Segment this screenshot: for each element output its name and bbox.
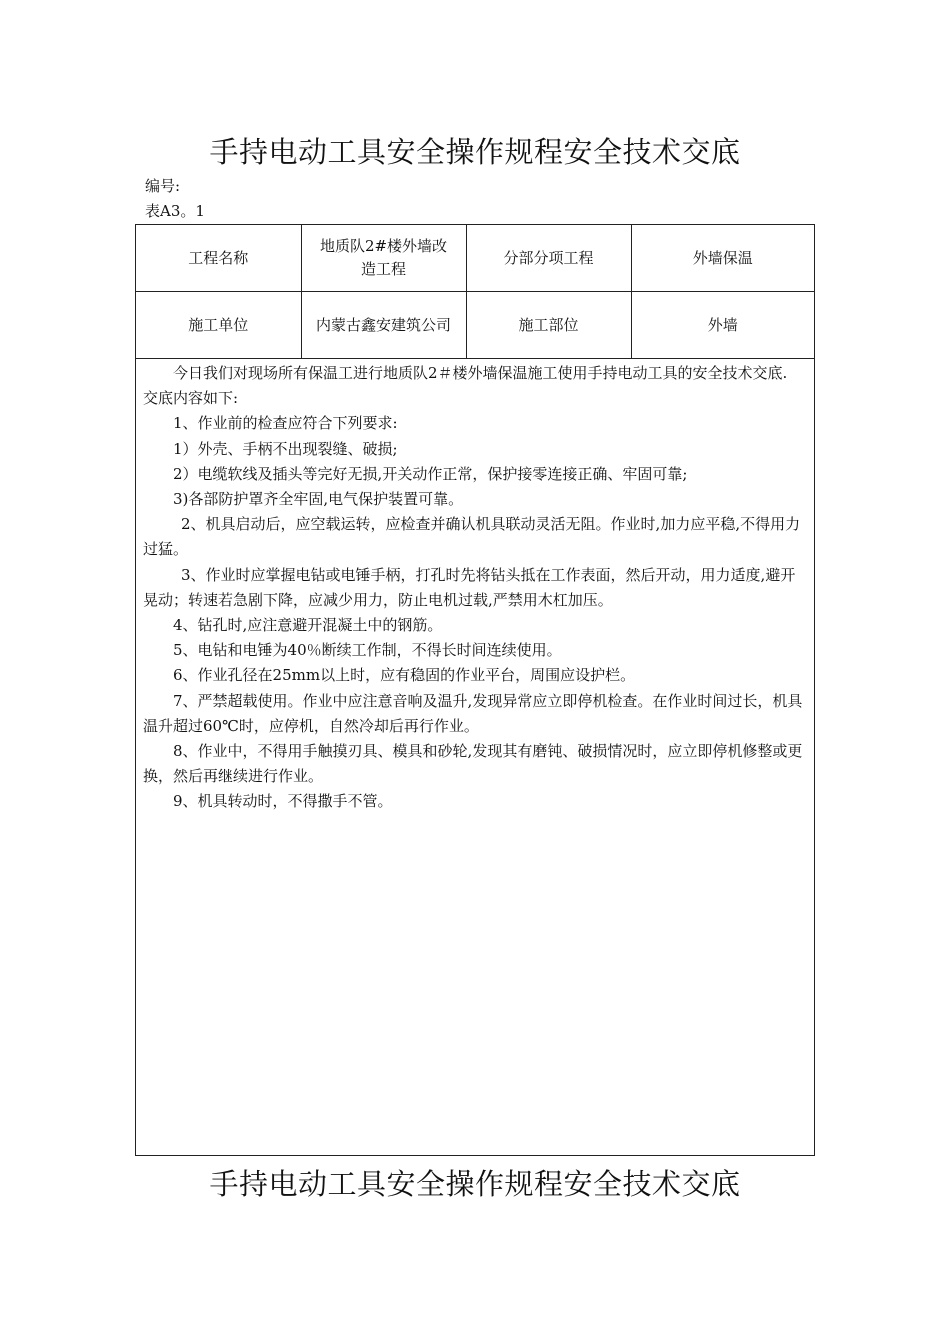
briefing-item: 2）电缆软线及插头等完好无损,开关动作正常，保护接零连接正确、牢固可靠; <box>173 464 688 483</box>
briefing-item: 7、严禁超载使用。作业中应注意音响及温升,发现异常应立即停机检查。在作业时间过长，机具温升超过60℃时，应停机，自然冷却后再行作业。 <box>143 691 803 735</box>
construction-location-label: 施工部位 <box>466 292 631 359</box>
briefing-item: 5、电钻和电锤为40％断续工作制，不得长时间连续使用。 <box>173 641 562 660</box>
briefing-item: 1）外壳、手柄不出现裂缝、破损; <box>173 439 398 458</box>
briefing-item: 6、作业孔径在25mm以上时，应有稳固的作业平台，周围应设护栏。 <box>173 666 636 685</box>
briefing-item: 9、机具转动时，不得撒手不管。 <box>173 792 393 811</box>
construction-unit-value: 内蒙古鑫安建筑公司 <box>301 292 466 359</box>
form-number: 表A3。1 <box>145 202 205 220</box>
table-row <box>136 292 814 359</box>
project-name-value: 地质队2#楼外墙改造工程 <box>301 225 466 292</box>
briefing-item: 4、钻孔时,应注意避开混凝土中的钢筋。 <box>173 616 443 635</box>
briefing-item: 2、机具启动后，应空载运转，应检查并确认机具联动灵活无阻。作业时,加力应平稳,不得用力过猛。 <box>143 515 801 559</box>
sub-project-value: 外墙保温 <box>631 225 814 292</box>
briefing-intro: 今日我们对现场所有保温工进行地质队2＃楼外墙保温施工使用手持电动工具的安全技术交底. <box>173 364 788 382</box>
briefing-content <box>136 359 814 815</box>
sub-project-label: 分部分项工程 <box>466 225 631 292</box>
serial-number-label: 编号: <box>145 177 181 195</box>
briefing-item: 3)各部防护罩齐全牢固,电气保护装置可靠。 <box>173 490 464 509</box>
briefing-item: 8、作业中，不得用手触摸刃具、模具和砂轮,发现其有磨钝、破损情况时，应立即停机修整或更换，然后再继续进行作业。 <box>143 742 803 786</box>
briefing-content-heading: 交底内容如下: <box>143 389 239 408</box>
document-title: 手持电动工具安全操作规程安全技术交底 <box>209 135 741 169</box>
project-name-label: 工程名称 <box>136 225 301 292</box>
footer-title: 手持电动工具安全操作规程安全技术交底 <box>209 1167 741 1201</box>
briefing-item: 1、作业前的检查应符合下列要求: <box>173 414 398 433</box>
briefing-form <box>135 224 815 1156</box>
construction-unit-label: 施工单位 <box>136 292 301 359</box>
project-info-table <box>136 225 814 359</box>
construction-location-value: 外墙 <box>631 292 814 359</box>
table-row <box>136 225 814 292</box>
briefing-item: 3、作业时应掌握电钻或电锤手柄，打孔时先将钻头抵在工作表面，然后开动，用力适度,避开晃动；转速若急剧下降，应减少用力，防止电机过载,严禁用木杠加压。 <box>143 565 796 609</box>
